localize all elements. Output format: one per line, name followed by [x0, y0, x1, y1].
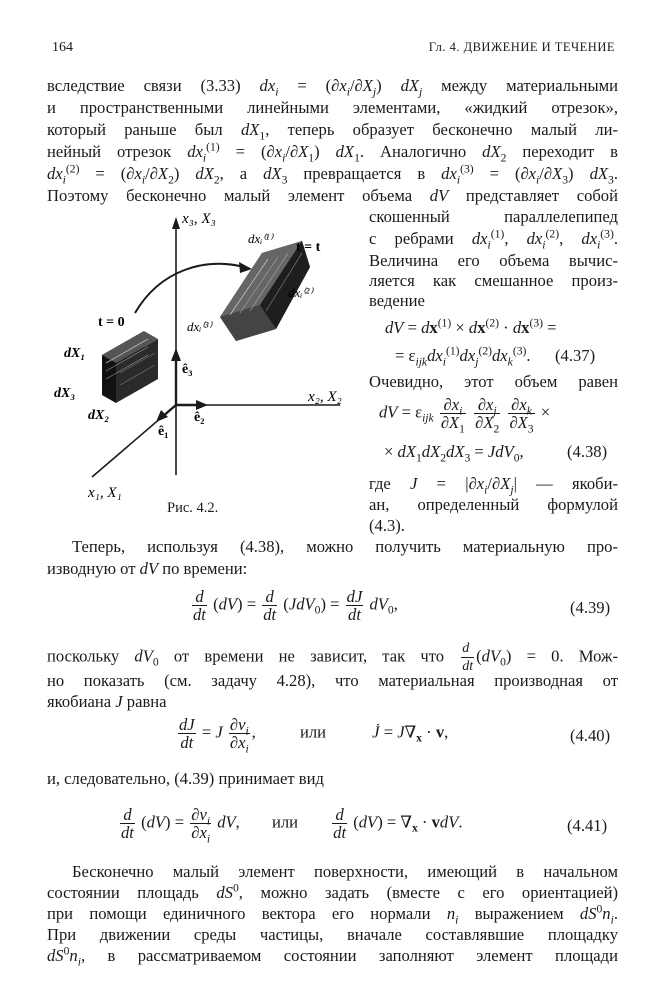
label-x3: x₃, X₃: [182, 211, 216, 227]
text-line: состоянии площадь $dS^0$, можно задать (вместе с его ориентацией): [47, 881, 618, 902]
text-line: Теперь, используя (4.38), можно получить материальную про-: [72, 537, 618, 556]
text-line: и, следовательно, (4.39) принимает вид: [47, 769, 324, 788]
label-dX1: dX₁: [64, 346, 86, 361]
label-tt: t = t: [296, 240, 321, 255]
text-line: (4.3).: [369, 516, 405, 535]
label-e3: ê₃: [182, 362, 193, 377]
text-line: ляется как смешанное произ-: [369, 271, 618, 290]
equation-number: (4.39): [570, 598, 611, 617]
equation-4-39: $\frac{d}{dt}$ (dV) = $\frac{d}{dt}$ (JdV$_0$) = $\frac{dJ}{dt}$ $dV_0$,: [193, 587, 398, 624]
figure-caption: Рис. 4.2.: [167, 500, 219, 516]
text-line: Очевидно, этот объем равен: [369, 372, 618, 391]
label-x1: x₁, X₁: [88, 485, 122, 501]
equation-4-37-line2: = $\varepsilon_{ijk}dx_i^{(1)}dx_j^{(2)}dx_k^{(3)}$.: [395, 344, 531, 369]
text-line: и пространственными линейными элементами, «жидкий отрезок»,: [47, 98, 618, 117]
label-dx1: dxᵢ⁽¹⁾: [248, 231, 273, 246]
initial-element-box: [102, 331, 158, 403]
label-dX3: dX₃: [54, 386, 76, 401]
figure-4-2: [40, 205, 360, 505]
text-line: Поэтому бесконечно малый элемент объема dV представляет собой: [47, 186, 618, 205]
equation-4-37-line1: dV = $dx^{(1)} \times dx^{(2)} \cdot dx^{(3)}$ =: [385, 316, 557, 337]
text-line: где $J = |\partial x_i/\partial X_j|$ — якоби-: [369, 474, 618, 497]
equation-4-40: $\frac{dJ}{dt}$ = J $\frac{\partial v_i}{\partial x_i}$ , или J̇ = $J\nabla_x \cdot v$,: [179, 715, 449, 756]
text-line: Величина его объема вычис-: [369, 251, 618, 270]
text-line: ан, определенный формулой: [369, 495, 618, 514]
text-line: При движении среды частицы, вначале составлявшие площадку: [47, 925, 618, 944]
text-line: поскольку $dV_0$ от времени не зависит, так что $\frac{d}{dt}$ $(dV_0) = 0$. Мож-: [47, 641, 618, 674]
text-line: якобиана J равна: [47, 692, 167, 711]
text-line: изводную от dV по времени:: [47, 559, 248, 578]
text-line: $dx_i^{(2)} = (\partial x_i/\partial X_2)$ $dX_2$, а $dX_3$ превращается в $dx_i^{(3)} = (\partial x_i/\partial X_3)$ $dX_3$.: [47, 162, 618, 187]
label-dx2: dxᵢ⁽²⁾: [288, 285, 313, 300]
page-number: 164: [52, 40, 73, 55]
label-t0: t = 0: [98, 315, 125, 330]
equation-4-38-line2: × $dX_1dX_2dX_3 = JdV_0$,: [384, 442, 524, 465]
label-e1: ê₁: [158, 424, 169, 439]
text-line: ведение: [369, 291, 425, 310]
label-dX2: dX₂: [88, 408, 110, 423]
equation-number: (4.38): [567, 442, 608, 461]
label-e2: ê₂: [194, 410, 205, 425]
label-dx3: dxᵢ⁽³⁾: [187, 319, 212, 334]
equation-number: (4.37): [555, 346, 596, 365]
text-line: $dS^0n_i$, в рассматриваемом состоянии заполняют элемент площади: [47, 944, 618, 969]
equation-number: (4.40): [570, 726, 611, 745]
equation-number: (4.41): [567, 816, 608, 835]
equation-4-41: $\frac{d}{dt}$ (dV) = $\frac{\partial v_i}{\partial x_i}$ dV, или $\frac{d}{dt}$ $(dV) = \nabla_x$ · vdV.: [121, 805, 463, 846]
text-line: нейный отрезок $dx_i^{(1)} = (\partial x_i/\partial X_1)$ $dX_1$. Аналогично $dX_2$ переходит в: [47, 140, 618, 165]
text-line: но показать (см. задачу 4.28), что материальная производная от: [47, 671, 618, 690]
text-line: с ребрами $dx_i^{(1)}$, $dx_i^{(2)}$, $dx_i^{(3)}$.: [369, 227, 618, 252]
text-line: скошенный параллелепипед: [369, 207, 618, 226]
text-line: вследствие связи (3.33) $dx_i = (\partial x_i/\partial X_j)$ $dX_j$ между материальными: [47, 76, 618, 99]
equation-4-38-line1: dV = $\varepsilon_{ijk}$ $\frac{\partial x_i}{\partial X_1}$ $\frac{\partial x_j}{\partial X_2}$ $\frac{\partial x_k}{\partial X_3}$ ×: [379, 395, 551, 436]
text-line: Бесконечно малый элемент поверхности, имеющий в начальном: [72, 862, 618, 881]
running-header: Гл. 4. ДВИЖЕНИЕ И ТЕЧЕНИЕ: [428, 40, 615, 54]
text-line: который раньше был $dX_1$, теперь образует бесконечно малый ли-: [47, 120, 618, 143]
label-x2: x₂, X₂: [308, 389, 342, 405]
text-line: при помощи единичного вектора его нормали $n_i$ выражением $dS^0n_i$.: [47, 902, 618, 927]
